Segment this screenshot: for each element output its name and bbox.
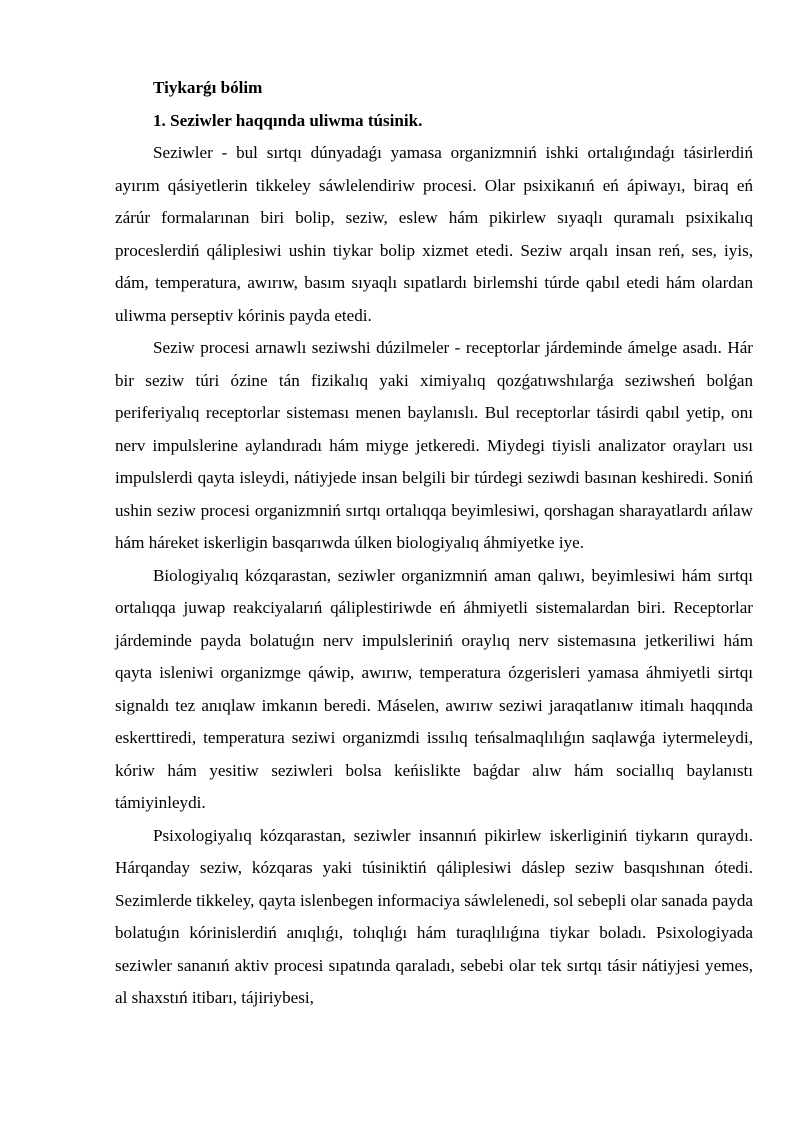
section-title: Tiykarǵı bólim [153,78,263,97]
document-body [115,72,753,1015]
paragraph-2: Seziw procesi arnawlı seziwshi dúzilmeler - receptorlar járdeminde ámelge asadı. Hár bir seziw túri ózine tán fizikalıq yaki ximiyalıq qozǵatıwshılarǵa seziwsheń bolǵan periferiyalıq receptorlar sisteması menen baylanıslı. Bul receptorlar tásirdi qabıl yetip, onı nerv impulslerine aylandıradı hám miyge jetkeredi. Miydegi tiyisli analizator orayları usı impulslerdi qayta isleydi, nátiyjede insan belgili bir túrdegi seziwdi basınan keshiredi. Soniń ushin seziw procesi organizmniń sırtqı ortalıqqa beyimlesiwi, qorshagan sharayatlardı ańlaw hám háreket iskerligin basqarıwda úlken biologiyalıq áhmiyetke iye. [115,338,753,552]
chapter-title: 1. Seziwler haqqında uliwma túsinik. [153,110,423,130]
paragraph-4: Psixologiyalıq kózqarastan, seziwler insannıń pikirlew iskerliginiń tiykarın quraydı. Hárqanday seziw, kózqaras yaki túsiniktiń qáliplesiwi dáslep seziw basqıshınan ótedi. Sezimlerde tikkeley, qayta islenbegen informaciya sáwlelenedi, sol sebepli olar sanada payda bolatuǵın kórinislerdiń anıqlıǵı, tolıqlıǵı hám turaqlılıǵına tiykar boladı. Psixologiyada seziwler sananıń aktiv procesi sıpatında qaraladı, sebebi olar tek sırtqı tásir nátiyjesi yemes, al shaxstıń itibarı, tájiriybesi, [115,825,753,1007]
paragraph-3: Biologiyalıq kózqarastan, seziwler organizmniń aman qalıwı, beyimlesiwi hám sırtqı ortalıqqa juwap reakciyalarıń qáliplestiriwde eń áhmiyetli sistemalardan biri. Receptorlar járdeminde payda bolatuǵın nerv impulsleriniń oraylıq nerv sistemasına jetkeriliwi hám qayta isleniwi organizmge qáwip, awırıw, temperatura ózgerisleri yamasa áhmiyetli sirtqı signaldı tez anıqlaw imkanın beredi. Máselen, awırıw seziwi jaraqatlanıw itimalı haqqında eskerttiredi, temperatura seziwi organizmdi issılıq teńsalmaqlılıǵın saqlawǵa iytermeleydi, kóriw hám yesitiw seziwleri bolsa keńislikte baǵdar alıw hám sociallıq baylanıstı támiyinleydi. [115,565,753,812]
paragraph-1: Seziwler - bul sırtqı dúnyadaǵı yamasa organizmniń ishki ortalıǵındaǵı tásirlerdiń ayırım qásiyetlerin tikkeley sáwlelendiriw procesi. Olar psixikanıń eń ápiwayı, biraq eń zárúr formalarınan biri bolip, seziw, eslew hám pikirlew sıyaqlı quramalı psixikalıq proceslerdiń qáliplesiwi ushin tiykar bolip xizmet etedi. Seziw arqalı insan reń, ses, iyis, dám, temperatura, awırıw, basım sıyaqlı sıpatlardı birlemshi túrde qabıl etedi hám olardan uliwma perseptiv kórinis payda etedi. [115,143,753,325]
